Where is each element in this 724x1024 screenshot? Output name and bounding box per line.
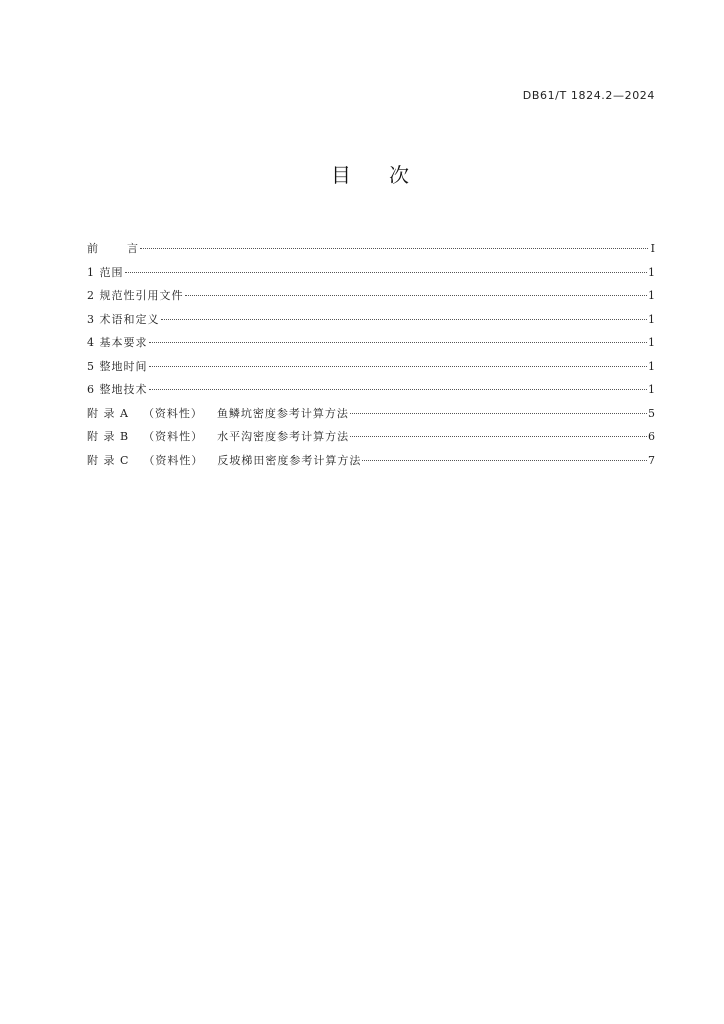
toc-entry-appendix-a[interactable] — [87, 405, 655, 429]
appendix-prefix: 附 录 B — [87, 430, 130, 443]
toc-entry-label — [87, 405, 349, 421]
appendix-kind: （资料性） — [143, 430, 204, 443]
toc-entry-page: 1 — [648, 383, 655, 396]
toc-leader-dots — [350, 413, 647, 414]
toc-entry-page: 1 — [648, 336, 655, 349]
toc-leader-dots — [140, 248, 648, 249]
toc-entry-basic-requirements[interactable] — [87, 334, 655, 358]
toc-leader-dots — [362, 460, 647, 461]
toc-entry-page: 1 — [648, 265, 655, 279]
toc-entry-page: 5 — [648, 406, 655, 420]
table-of-contents — [87, 240, 655, 475]
toc-entry-label: 前 言 — [87, 242, 139, 255]
toc-entry-page: 6 — [648, 430, 655, 443]
toc-leader-dots — [125, 272, 648, 273]
toc-entry-scope[interactable] — [87, 264, 655, 288]
toc-entry-label: 2 规范性引用文件 — [87, 289, 184, 302]
toc-title-char-1: 目 — [331, 163, 353, 187]
appendix-title: 反坡梯田密度参考计算方法 — [217, 453, 362, 467]
toc-leader-dots — [161, 319, 648, 320]
appendix-prefix: 附 录 A — [87, 406, 129, 420]
appendix-kind: （资料性） — [143, 453, 204, 467]
appendix-title: 水平沟密度参考计算方法 — [217, 430, 350, 443]
toc-entry-label — [87, 452, 361, 468]
toc-entry-terms-definitions[interactable] — [87, 311, 655, 335]
toc-leader-dots — [149, 342, 648, 343]
toc-entry-label: 6 整地技术 — [87, 383, 148, 396]
toc-entry-label: 1 范围 — [87, 265, 124, 279]
toc-entry-foreword[interactable] — [87, 240, 655, 264]
toc-entry-label: 5 整地时间 — [87, 359, 148, 373]
toc-entry-appendix-c[interactable] — [87, 452, 655, 476]
toc-entry-page: 1 — [648, 289, 655, 302]
appendix-prefix: 附 录 C — [87, 453, 130, 467]
toc-leader-dots — [149, 366, 648, 367]
toc-title — [0, 159, 724, 188]
toc-leader-dots — [149, 389, 648, 390]
toc-entry-page: 1 — [648, 359, 655, 373]
toc-entry-site-prep-timing[interactable] — [87, 358, 655, 382]
appendix-kind: （资料性） — [142, 406, 203, 420]
toc-leader-dots — [185, 295, 648, 296]
toc-entry-page: I — [650, 242, 655, 255]
toc-entry-label — [87, 428, 349, 444]
document-code: DB61/T 1824.2—2024 — [522, 89, 655, 102]
toc-entry-page: 7 — [648, 453, 655, 467]
toc-entry-appendix-b[interactable] — [87, 428, 655, 452]
toc-entry-label: 3 术语和定义 — [87, 312, 160, 326]
toc-entry-normative-references[interactable] — [87, 287, 655, 311]
toc-entry-site-prep-techniques[interactable] — [87, 381, 655, 405]
toc-leader-dots — [350, 436, 647, 437]
toc-title-char-2: 次 — [389, 163, 411, 187]
toc-entry-page: 1 — [648, 312, 655, 326]
toc-entry-label: 4 基本要求 — [87, 336, 148, 349]
appendix-title: 鱼鳞坑密度参考计算方法 — [216, 406, 349, 420]
